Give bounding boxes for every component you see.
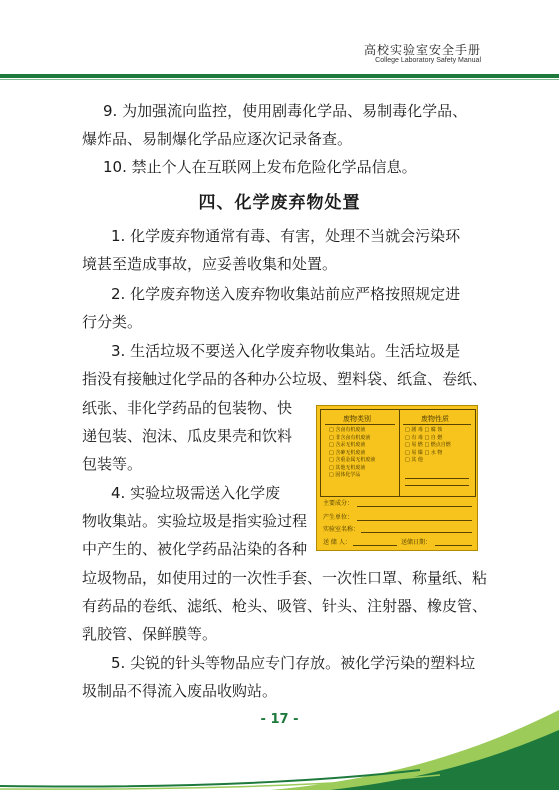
paragraph-line: 包装等。 bbox=[82, 455, 143, 473]
property-item: □ 易 爆 □ 水 物 bbox=[405, 449, 443, 456]
label-field-lab: 实验室名称： bbox=[323, 526, 360, 533]
label-fline bbox=[357, 506, 472, 507]
label-divider bbox=[399, 410, 400, 496]
paragraph-line: 3. 生活垃圾不要送入化学废弃物收集站。生活垃圾是 bbox=[111, 342, 461, 360]
category-item: □ 含重金属无机废液 bbox=[329, 457, 376, 463]
paragraph-line: 乳胶管、保鲜膜等。 bbox=[82, 625, 218, 643]
property-item: □ 剧 毒 □ 腐 蚀 bbox=[405, 427, 443, 433]
corner-decoration bbox=[0, 700, 559, 790]
paragraph-line: 圾制品不得流入废品收购站。 bbox=[82, 682, 278, 700]
page-number: - 17 - bbox=[260, 712, 299, 727]
category-item: □ 其他无机废液 bbox=[329, 464, 366, 471]
label-field-date: 送储日期： bbox=[401, 539, 432, 546]
label-fline bbox=[435, 545, 472, 546]
label-head-line bbox=[325, 424, 395, 425]
paragraph-line: 4. 实验垃圾需送入化学废 bbox=[111, 484, 281, 502]
paragraph-line: 2. 化学废弃物送入废弃物收集站前应严格按照规定进 bbox=[111, 285, 461, 303]
category-item: □ 固体化学品 bbox=[329, 472, 361, 478]
label-fill-lines bbox=[405, 478, 469, 492]
paragraph-line: 10. 禁止个人在互联网上发布危险化学品信息。 bbox=[103, 158, 417, 176]
paragraph-line: 垃圾物品，如使用过的一次性手套、一次性口罩、称量纸、粘 bbox=[82, 569, 488, 587]
header-rule bbox=[0, 74, 559, 78]
label-col1-title: 废物类别 bbox=[343, 415, 371, 423]
paragraph-line: 爆炸品、易制爆化学品应逐次记录备查。 bbox=[82, 130, 353, 148]
label-categories bbox=[329, 427, 375, 480]
property-item: □ 其 他 bbox=[405, 457, 423, 463]
header-title: 高校实验室安全手册 bbox=[363, 43, 481, 57]
paragraph-line: 中产生的、被化学药品沾染的各种 bbox=[82, 540, 308, 558]
paragraph-line: 物收集站。实验垃圾是指实验过程 bbox=[82, 512, 308, 530]
label-fline bbox=[361, 532, 472, 533]
label-properties bbox=[405, 427, 451, 465]
paragraph-line: 递包装、泡沫、瓜皮果壳和饮料 bbox=[82, 427, 293, 445]
property-item: □ 易 燃 □ 燃点自燃 bbox=[405, 442, 451, 448]
header-rule-thin bbox=[0, 79, 559, 80]
category-item: □ 含汞无机废液 bbox=[329, 442, 366, 448]
waste-label-table bbox=[320, 409, 476, 497]
category-item: □ 含卤有机废液 bbox=[329, 427, 366, 433]
property-item: □ 有 毒 □ 自 燃 bbox=[405, 434, 443, 441]
label-head-line bbox=[403, 424, 471, 425]
paragraph-line: 5. 尖锐的针头等物品应专门存放。被化学污染的塑料垃 bbox=[111, 654, 476, 672]
label-fline bbox=[353, 545, 397, 546]
waste-label-image bbox=[316, 405, 478, 551]
paragraph-line: 1. 化学废弃物通常有毒、有害，处理不当就会污染环 bbox=[111, 227, 461, 245]
paragraph-line: 9. 为加强流向监控，使用剧毒化学品、易制毒化学品、 bbox=[103, 102, 468, 120]
paragraph-line: 指没有接触过化学品的各种办公垃圾、塑料袋、纸盒、卷纸、 bbox=[82, 370, 488, 388]
paragraph-line: 行分类。 bbox=[82, 313, 143, 331]
category-item: □ 非含卤有机废液 bbox=[329, 434, 371, 441]
label-field-main: 主要成分： bbox=[323, 500, 354, 507]
header-subtitle: College Laboratory Safety Manual bbox=[375, 57, 481, 64]
label-field-unit: 产生单位： bbox=[323, 514, 354, 521]
label-field-sender: 送 储 人： bbox=[323, 539, 351, 546]
paragraph-line: 纸张、非化学药品的包装物、快 bbox=[82, 399, 293, 417]
label-fline bbox=[357, 520, 472, 521]
fill-line bbox=[405, 485, 469, 486]
paragraph-line: 境甚至造成事故，应妥善收集和处置。 bbox=[82, 255, 338, 273]
category-item: □ 含砷无机废液 bbox=[329, 449, 366, 456]
section-heading: 四、化学废弃物处置 bbox=[198, 193, 361, 213]
label-col2-title: 废物性质 bbox=[421, 415, 449, 423]
paragraph-line: 有药品的卷纸、滤纸、枪头、吸管、针头、注射器、橡皮管、 bbox=[82, 597, 488, 615]
fill-line bbox=[405, 478, 469, 479]
